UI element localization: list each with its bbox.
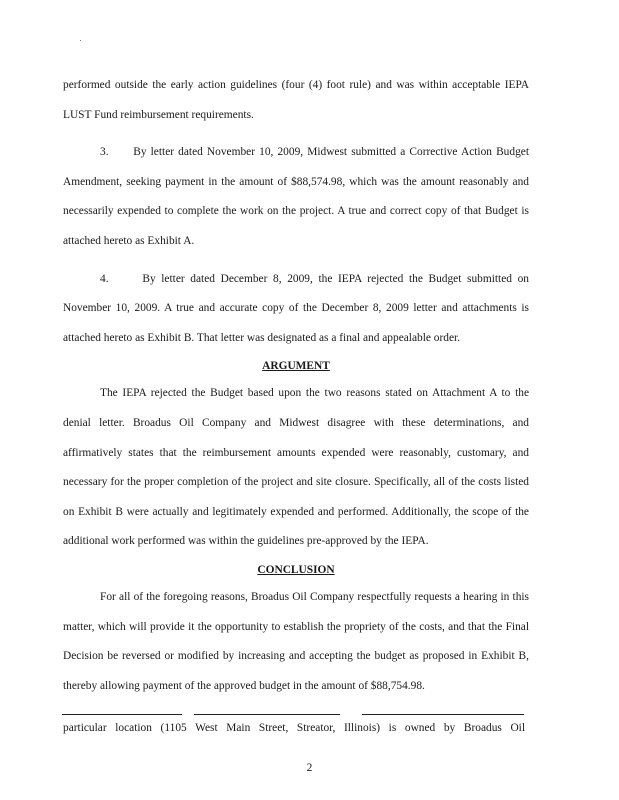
separator-segment-1 — [62, 714, 182, 715]
argument-paragraph: The IEPA rejected the Budget based upon the two reasons stated on Attachment A to the denial letter. Broadus Oil Company and Midwest disagree with these determinations, and affirmatively states that the reimbursement amounts expended were reasonably, customary, and necessary for the proper completion of the project and site closure. Specifically, all of the costs listed on Exhibit B were actually and legitimately expended and performed. Additionally, the scope of the additional work performed was within the guidelines pre-approved by the IEPA. — [63, 387, 529, 548]
page-number: 2 — [306, 762, 313, 774]
footnote-text: particular location (1105 West Main Street, Streator, Illinois) is owned by Broadus Oil — [63, 722, 525, 734]
body-text — [63, 71, 529, 701]
paragraph-3-text: By letter dated November 10, 2009, Midwest submitted a Corrective Action Budget Amendment, seeking payment in the amount of $88,574.98, which was the amount reasonably and necessarily expended to complete the work on the project. A true and correct copy of that Budget is attached hereto as Exhibit A. — [63, 146, 529, 247]
argument-heading: ARGUMENT — [262, 360, 330, 373]
footnote-separator — [62, 714, 524, 715]
separator-segment-2 — [194, 714, 340, 715]
paragraph-3-number: 3. — [100, 146, 109, 159]
paragraph-3 — [63, 138, 529, 256]
continued-paragraph: performed outside the early action guidelines (four (4) foot rule) and was within acceptable IEPA LUST Fund reimbursement requirements. — [63, 79, 529, 121]
separator-segment-3 — [362, 714, 524, 715]
scan-speck — [80, 40, 81, 41]
paragraph-4-number: 4. — [100, 272, 109, 285]
conclusion-paragraph: For all of the foregoing reasons, Broadus Oil Company respectfully requests a hearing in this matter, which will provide it the opportunity to establish the propriety of the costs, and that the Final Decision be reversed or modified by increasing and accepting the budget as proposed in Exhibit B, thereby allowing payment of the approved budget in the amount of $88,754.98. — [63, 590, 529, 692]
paragraph-4-text: By letter dated December 8, 2009, the IEPA rejected the Budget submitted on November 10, 2009. A true and accurate copy of the December 8, 2009 letter and attachments is attached hereto as Exhibit B. That letter was designated as a final and appealable order. — [63, 272, 529, 344]
paragraph-4 — [63, 265, 529, 354]
conclusion-heading: CONCLUSION — [257, 563, 335, 576]
